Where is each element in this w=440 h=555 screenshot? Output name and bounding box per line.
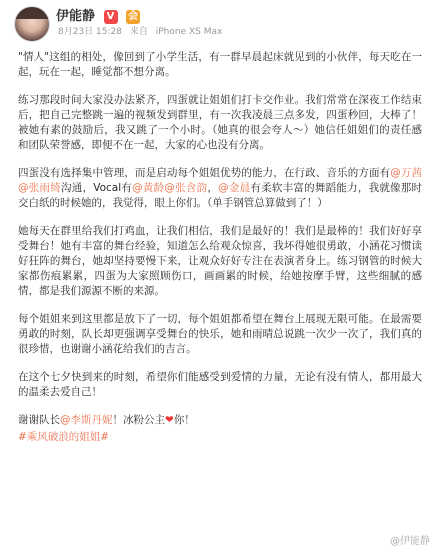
paragraph-4: 她每天在群里给我们打鸡血，让我们相信，我们是最好的！我们是最棒的！我们好好享受舞台！她有丰富的舞台经验，知道怎么给观众惊喜，我坏得她很勇敢，小涵花习惯读好狂阵的舞台，她却坚持要慢下来，让观众好好专注在表演者身上。练习钢管的时候大家都伤痕累累，四蛋为大家照顾伤口，画画累的时候，给她按摩手臂，这些细腻的感情，都是我们源源不断的来源。	[18, 225, 422, 297]
username-text[interactable]: 伊能静	[56, 9, 96, 24]
mention-jin-chen[interactable]: @金晨	[218, 182, 251, 194]
mention-zhang-hanyun[interactable]: @张含韵	[164, 182, 208, 194]
member-badge-icon: 会	[128, 10, 139, 22]
paragraph-7-text-b: ！冰粉公主	[112, 414, 165, 426]
username[interactable]	[56, 5, 140, 24]
paragraph-6: 在这个七夕快到来的时刻，希望你们能感受到爱情的力量，无论有没有情人，都用最大的温柔去爱自己！	[18, 371, 422, 398]
paragraph-7-text-a: 谢谢队长	[18, 414, 60, 426]
post-meta	[58, 24, 227, 37]
device-source[interactable]: iPhone XS Max	[155, 27, 223, 37]
mention-zhang-yuqi[interactable]: @张雨绮	[18, 182, 61, 194]
watermark: @伊能静	[390, 536, 430, 547]
timestamp: 8月23日 15:28	[58, 27, 122, 37]
hashtag-line	[18, 430, 422, 445]
hashtag-link[interactable]: #乘风破浪的姐姐#	[18, 431, 110, 443]
vip-badge-icon: V	[104, 10, 118, 24]
paragraph-3-text-b: 沟通，Vocal有	[60, 182, 133, 194]
paragraph-3-text-d: 有柔软丰富的舞蹈能力，我就像那时交白纸的时候她的，我觉得，眼上你们。（单手钢管总算做到了！）	[18, 182, 423, 209]
paragraph-3	[18, 166, 422, 211]
mention-li-sidanni[interactable]: @李斯丹妮	[60, 414, 113, 426]
heart-icon: ❤	[165, 414, 174, 426]
avatar[interactable]	[14, 6, 50, 42]
paragraph-7-text-c: 你！	[173, 414, 195, 426]
paragraph-3-text-c: ，	[207, 182, 219, 194]
paragraph-3-text-a: 四蛋没有选择集中管理，而是启动每个姐姐优势的能力，在行政、音乐的方面有	[18, 167, 391, 179]
post-header	[0, 0, 440, 50]
mention-wan-qian[interactable]: @万茜	[390, 167, 423, 179]
paragraph-2: 练习那段时间大家没办法紧齐，四蛋就让姐姐们打卡交作业。我们常常在深夜工作结束后，把自己完整跳一遍的视频发到群里，有一次我凌晨三点多发，四蛋秒回，大棒了！被她有素的鼓励后，我又跳了一个小时。（她真的很会夸人～）她信任姐姐们的责任感和团队荣誉感，即便不在一起，大家的心也没有分离。	[18, 94, 422, 151]
paragraph-5: 每个姐姐来到这里都是放下了一切，每个姐姐都希望在舞台上展现无限可能。在最需要勇敢的时刻，队长却更强调享受舞台的快乐，她和雨晴总说跳一次少一次了，我们真的很珍惜，也谢谢小涵花给我们的吉言。	[18, 313, 422, 355]
paragraph-1: "情人"这组的相处，像回到了小学生活，有一群早晨起床就见到的小伙伴，每天吃在一起，玩在一起，睡觉都不想分离。	[18, 51, 422, 78]
post-body	[18, 50, 422, 445]
source-prefix: 来自	[129, 27, 148, 37]
mention-huang-ling[interactable]: @黄龄	[132, 182, 165, 194]
paragraph-7	[18, 413, 422, 428]
